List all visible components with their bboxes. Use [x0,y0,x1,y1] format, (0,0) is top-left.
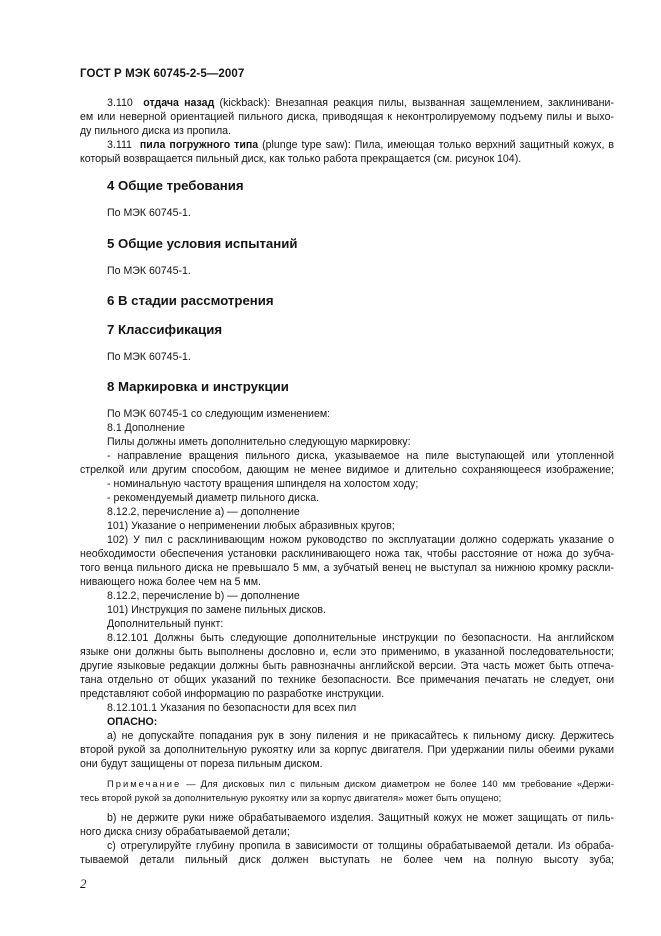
text-line: По МЭК 60745-1 со следующим изменением: [107,408,331,420]
section-4-heading: 4 Общие требования [107,178,244,193]
text-line: 8.12.2, перечисление b) — дополнение [107,590,300,602]
term-number: 3.111 [107,139,132,151]
note-text: — Для дисковых пил с пильным диском диаметром не более 140 мм требование «Держи- [181,778,614,789]
text-line: b) не держите руки ниже обрабатываемого изделия. Защитный кожух не может защищать от пиль- [107,812,614,824]
text-line: 8.1 Дополнение [107,422,185,434]
section-7-heading: 7 Классификация [107,322,223,337]
text-line: стрелкой или другим способом, дающим не менее видимое и длительно сохраняющееся изображение; [80,464,614,476]
term-name: пила погружного типа [139,139,259,151]
text-line: тана отдельно от общих указаний по технике безопасности. Все примечания печатать не следует, они [80,674,614,686]
text-line: который возвращается пильный диск, как только работа прекращается (см. рисунок 104). [80,153,522,165]
text-line: второй рукой за дополнительную рукоятку или за корпус двигателя. При удержании пилы обеими руками [80,744,614,756]
danger-label: ОПАСНО: [107,716,158,728]
document-header: ГОСТ Р МЭК 60745-2-5—2007 [80,68,245,80]
section-5-text: По МЭК 60745-1. [107,265,191,277]
section-4-text: По МЭК 60745-1. [107,207,191,219]
text-line: языке они должны быть выполнены дословно и, если это применимо, в указанной последовательности; [80,646,614,658]
text-line: а) не допускайте попадания рук в зону пиления и не прикасайтесь к пильному диску. Держитесь [107,730,614,742]
text-line: другие языковые редакции должны быть равнозначны английской версии. Эта часть может быть отпеча- [80,660,614,672]
text-line: 8.12.101.1 Указания по безопасности для всех пил [107,702,357,714]
term-number: 3.110 [107,97,133,109]
note-line: тесь второй рукой за дополнительную рукоятку или за корпус двигателя» может быть опущено; [80,792,502,803]
text-line: ем или неверной ориентацией пильного диска, приводящая к неконтролируемому подъему пилы и выхо- [80,111,614,123]
term-3-111-line [107,138,614,152]
text-line: тываемой детали пильный диск должен выступать не более чем на полную высоту зуба; [80,854,614,866]
text-line: они будут защищены от пореза пильным диском. [80,758,323,770]
section-8-heading: 8 Маркировка и инструкции [107,379,289,394]
section-6-heading: 6 В стадии рассмотрения [107,293,274,308]
note-label: Примечание [107,778,182,789]
section-7-text: По МЭК 60745-1. [107,351,191,363]
page-number: 2 [80,876,87,891]
text-line: - номинальную частоту вращения шпинделя на холостом ходу; [107,478,419,490]
text-line: - направление вращения пильного диска, указываемое на пиле выступающей или утопленной [107,450,614,462]
text-line: ду пильного диска из пропила. [80,125,231,137]
text-line: ного диска снизу обрабатываемой детали; [80,826,290,838]
text-line: Пилы должны иметь дополнительно следующую маркировку: [107,436,411,448]
term-3-110-line [107,96,614,110]
term-definition: (kickback): Внезапная реакция пилы, вызванная защемлением, заклинивани- [214,97,614,109]
text-line: Дополнительный пункт: [107,618,224,630]
text-line: представляют собой информацию по разработке инструкции. [80,688,385,700]
text-line: 8.12.101 Должны быть следующие дополнительные инструкции по безопасности. На английском [107,632,614,644]
text-line: с) отрегулируйте глубину пропила в зависимости от толщины обрабатываемой детали. Из обраба- [107,840,614,852]
term-name: отдача назад [143,97,215,109]
text-line: нивающего ножа более чем на 5 мм. [80,576,261,588]
note-line [107,777,614,791]
text-line: 8.12.2, перечисление а) — дополнение [107,506,300,518]
text-line: необходимости обеспечения установки расклинивающего ножа так, чтобы расстояние от ножа до зубча- [80,548,614,560]
section-5-heading: 5 Общие условия испытаний [107,236,298,251]
text-line: 101) Указание о неприменении любых абразивных кругов; [107,520,395,532]
text-line: 102) У пил с расклинивающим ножом руководство по эксплуатации должно содержать указание о [107,534,614,546]
term-definition: (plunge type saw): Пила, имеющая только верхний защитный кожух, в [258,139,614,151]
text-line: - рекомендуемый диаметр пильного диска. [107,492,320,504]
text-line: того венца пильного диска не превышало 5 мм, а зубчатый венец не выступал за нижнюю кромку раскли- [80,562,614,574]
text-line: 101) Инструкция по замене пильных дисков. [107,604,326,616]
